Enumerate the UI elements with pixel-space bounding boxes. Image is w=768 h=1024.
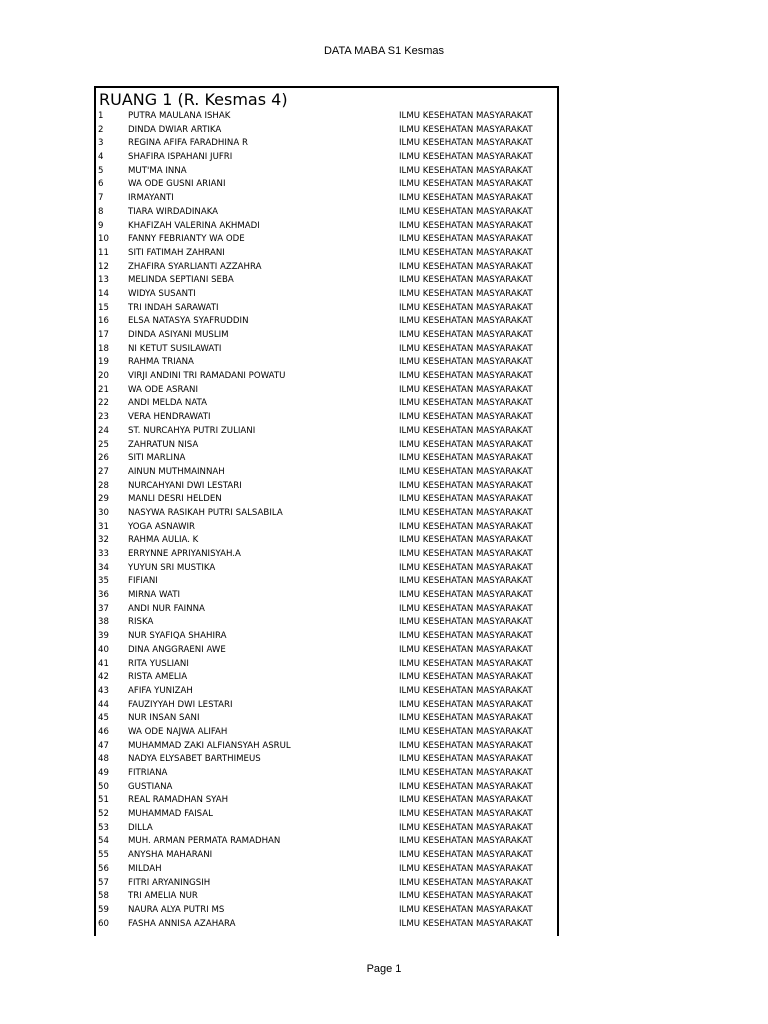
row-number: 27 [98,466,109,477]
row-number: 45 [98,713,109,724]
row-number: 51 [98,795,109,806]
student-name: VERA HENDRAWATI [128,412,211,423]
study-program: ILMU KESEHATAN MASYARAKAT [399,685,533,696]
row-number: 48 [98,754,109,765]
student-name: MANLI DESRI HELDEN [128,494,222,505]
study-program: ILMU KESEHATAN MASYARAKAT [399,658,533,669]
table-row [96,863,557,877]
study-program: ILMU KESEHATAN MASYARAKAT [399,521,533,532]
row-number: 7 [98,193,104,204]
table-row [96,616,557,630]
row-number: 13 [98,275,109,286]
row-number: 30 [98,507,109,518]
study-program: ILMU KESEHATAN MASYARAKAT [399,836,533,847]
study-program: ILMU KESEHATAN MASYARAKAT [399,275,533,286]
row-number: 33 [98,549,109,559]
study-program: ILMU KESEHATAN MASYARAKAT [399,904,533,915]
study-program: ILMU KESEHATAN MASYARAKAT [399,672,533,683]
student-name: RAHMA AULIA. K [128,535,199,546]
row-number: 24 [98,425,109,436]
student-name: DINDA ASIYANI MUSLIM [128,330,229,340]
row-number: 57 [98,877,109,888]
table-row [96,370,557,384]
table-row [96,274,557,288]
study-program: ILMU KESEHATAN MASYARAKAT [399,453,533,464]
student-name: FITRI ARYANINGSIH [128,877,211,888]
student-name: MUT'MA INNA [128,165,187,176]
student-name: ZAHRATUN NISA [128,439,199,450]
row-number: 42 [98,672,109,683]
study-program: ILMU KESEHATAN MASYARAKAT [399,740,533,751]
student-name: AINUN MUTHMAINNAH [128,466,225,477]
row-number: 12 [98,261,109,272]
row-number: 60 [98,918,109,929]
row-number: 36 [98,590,109,601]
student-name: FAUZIYYAH DWI LESTARI [128,699,233,710]
student-name: TRI AMELIA NUR [128,891,198,902]
student-name: FIFIANI [128,576,158,587]
study-program: ILMU KESEHATAN MASYARAKAT [399,535,533,546]
study-program: ILMU KESEHATAN MASYARAKAT [399,261,533,272]
table-row [96,439,557,453]
study-program: ILMU KESEHATAN MASYARAKAT [399,549,533,559]
student-name: FASHA ANNISA AZAHARA [128,918,236,929]
student-name: SITI FATIMAH ZAHRANI [128,247,225,258]
study-program: ILMU KESEHATAN MASYARAKAT [399,795,533,806]
table-row [96,315,557,329]
student-list [96,110,557,931]
study-program: ILMU KESEHATAN MASYARAKAT [399,138,533,149]
row-number: 32 [98,535,109,546]
row-number: 54 [98,836,109,847]
table-row [96,384,557,398]
table-row [96,534,557,548]
study-program: ILMU KESEHATAN MASYARAKAT [399,371,533,382]
table-row [96,548,557,562]
student-name: ERRYNNE APRIYANISYAH.A [128,549,241,559]
table-row [96,658,557,672]
study-program: ILMU KESEHATAN MASYARAKAT [399,288,533,299]
student-name: WA ODE NAJWA ALIFAH [128,726,228,737]
row-number: 11 [98,247,109,258]
table-row [96,493,557,507]
table-row [96,794,557,808]
student-name: NUR INSAN SANI [128,713,200,724]
room-title: RUANG 1 (R. Kesmas 4) [99,90,288,109]
student-name: RAHMA TRIANA [128,357,194,368]
study-program: ILMU KESEHATAN MASYARAKAT [399,754,533,765]
study-program: ILMU KESEHATAN MASYARAKAT [399,302,533,313]
row-number: 15 [98,302,109,313]
study-program: ILMU KESEHATAN MASYARAKAT [399,343,533,354]
table-row [96,822,557,836]
study-program: ILMU KESEHATAN MASYARAKAT [399,631,533,642]
student-name: KHAFIZAH VALERINA AKHMADI [128,220,260,231]
row-number: 49 [98,768,109,778]
student-name: DILLA [128,822,153,833]
student-name: NADYA ELYSABET BARTHIMEUS [128,754,261,765]
table-row [96,233,557,247]
study-program: ILMU KESEHATAN MASYARAKAT [399,206,533,217]
study-program: ILMU KESEHATAN MASYARAKAT [399,179,533,190]
student-name: ELSA NATASYA SYAFRUDDIN [128,316,249,327]
table-row [96,178,557,192]
table-row [96,521,557,535]
row-number: 28 [98,480,109,491]
table-row [96,466,557,480]
student-name: MUHAMMAD ZAKI ALFIANSYAH ASRUL [128,740,291,751]
student-name: RITA YUSLIANI [128,658,189,669]
row-number: 6 [98,179,104,190]
study-program: ILMU KESEHATAN MASYARAKAT [399,193,533,204]
table-row [96,220,557,234]
table-row [96,699,557,713]
table-row [96,890,557,904]
study-program: ILMU KESEHATAN MASYARAKAT [399,576,533,587]
student-name: NAURA ALYA PUTRI MS [128,904,225,915]
study-program: ILMU KESEHATAN MASYARAKAT [399,699,533,710]
study-program: ILMU KESEHATAN MASYARAKAT [399,507,533,518]
row-number: 19 [98,357,109,368]
student-name: DINDA DWIAR ARTIKA [128,124,222,135]
table-row [96,452,557,466]
student-name: RISTA AMELIA [128,672,188,683]
study-program: ILMU KESEHATAN MASYARAKAT [399,644,533,655]
study-program: ILMU KESEHATAN MASYARAKAT [399,425,533,436]
table-row [96,562,557,576]
row-number: 39 [98,631,109,642]
table-row [96,261,557,275]
row-number: 3 [98,138,104,149]
row-number: 34 [98,562,109,573]
student-name: ANDI NUR FAINNA [128,603,205,614]
table-row [96,343,557,357]
study-program: ILMU KESEHATAN MASYARAKAT [399,781,533,792]
table-row [96,767,557,781]
table-row [96,835,557,849]
table-row [96,356,557,370]
document-header-title: DATA MABA S1 Kesmas [323,45,445,57]
table-row [96,329,557,343]
study-program: ILMU KESEHATAN MASYARAKAT [399,877,533,888]
table-row [96,904,557,918]
table-row [96,740,557,754]
row-number: 55 [98,850,109,861]
row-number: 31 [98,521,109,532]
student-name: MUH. ARMAN PERMATA RAMADHAN [128,836,281,847]
row-number: 20 [98,371,109,382]
table-row [96,247,557,261]
study-program: ILMU KESEHATAN MASYARAKAT [399,617,533,628]
study-program: ILMU KESEHATAN MASYARAKAT [399,713,533,724]
student-name: NUR SYAFIQA SHAHIRA [128,631,227,642]
student-name: ST. NURCAHYA PUTRI ZULIANI [128,425,256,436]
study-program: ILMU KESEHATAN MASYARAKAT [399,316,533,327]
student-name: GUSTIANA [128,781,173,792]
row-number: 47 [98,740,109,751]
student-name: DINA ANGGRAENI AWE [128,644,226,655]
row-number: 16 [98,316,109,327]
student-name: AFIFA YUNIZAH [128,685,193,696]
table-row [96,918,557,932]
table-row [96,507,557,521]
row-number: 18 [98,343,109,354]
student-name: REAL RAMADHAN SYAH [128,795,229,806]
row-number: 41 [98,658,109,669]
study-program: ILMU KESEHATAN MASYARAKAT [399,111,533,121]
table-row [96,206,557,220]
student-name: MELINDA SEPTIANI SEBA [128,275,234,286]
study-program: ILMU KESEHATAN MASYARAKAT [399,234,533,245]
table-row [96,288,557,302]
row-number: 35 [98,576,109,587]
row-number: 14 [98,288,109,299]
table-row [96,589,557,603]
row-number: 9 [98,220,104,231]
row-number: 58 [98,891,109,902]
table-row [96,425,557,439]
student-name: ANDI MELDA NATA [128,398,208,409]
study-program: ILMU KESEHATAN MASYARAKAT [399,891,533,902]
row-number: 2 [98,124,104,135]
student-name: MUHAMMAD FAISAL [128,809,213,820]
student-name: YOGA ASNAWIR [128,521,195,532]
study-program: ILMU KESEHATAN MASYARAKAT [399,562,533,573]
study-program: ILMU KESEHATAN MASYARAKAT [399,398,533,409]
row-number: 22 [98,398,109,409]
table-row [96,685,557,699]
student-name: NASYWA RASIKAH PUTRI SALSABILA [128,507,283,518]
table-row [96,165,557,179]
study-program: ILMU KESEHATAN MASYARAKAT [399,603,533,614]
table-row [96,877,557,891]
study-program: ILMU KESEHATAN MASYARAKAT [399,330,533,340]
table-row [96,671,557,685]
table-row [96,397,557,411]
study-program: ILMU KESEHATAN MASYARAKAT [399,480,533,491]
row-number: 37 [98,603,109,614]
row-number: 10 [98,234,109,245]
table-row [96,151,557,165]
row-number: 52 [98,809,109,820]
row-number: 17 [98,330,109,340]
row-number: 21 [98,384,109,395]
student-name: ZHAFIRA SYARLIANTI AZZAHRA [128,261,262,272]
student-name: SITI MARLINA [128,453,186,464]
student-name: VIRJI ANDINI TRI RAMADANI POWATU [128,371,286,382]
table-row [96,603,557,617]
row-number: 23 [98,412,109,423]
student-name: IRMAYANTI [128,193,174,204]
study-program: ILMU KESEHATAN MASYARAKAT [399,124,533,135]
study-program: ILMU KESEHATAN MASYARAKAT [399,165,533,176]
row-number: 8 [98,206,104,217]
row-number: 4 [98,152,104,163]
study-program: ILMU KESEHATAN MASYARAKAT [399,768,533,778]
row-number: 26 [98,453,109,464]
study-program: ILMU KESEHATAN MASYARAKAT [399,822,533,833]
study-program: ILMU KESEHATAN MASYARAKAT [399,850,533,861]
row-number: 25 [98,439,109,450]
study-program: ILMU KESEHATAN MASYARAKAT [399,918,533,929]
student-name: WA ODE GUSNI ARIANI [128,179,226,190]
student-name: ANYSHA MAHARANI [128,850,213,861]
row-number: 5 [98,165,104,176]
row-number: 46 [98,726,109,737]
table-row [96,712,557,726]
row-number: 53 [98,822,109,833]
study-program: ILMU KESEHATAN MASYARAKAT [399,357,533,368]
study-program: ILMU KESEHATAN MASYARAKAT [399,439,533,450]
row-number: 43 [98,685,109,696]
table-row [96,302,557,316]
table-row [96,192,557,206]
table-row [96,137,557,151]
row-number: 38 [98,617,109,628]
row-number: 56 [98,863,109,874]
study-program: ILMU KESEHATAN MASYARAKAT [399,247,533,258]
student-name: FITRIANA [128,768,168,778]
table-row [96,630,557,644]
row-number: 29 [98,494,109,505]
table-row [96,124,557,138]
table-row [96,726,557,740]
student-name: TIARA WIRDADINAKA [128,206,219,217]
student-name: NI KETUT SUSILAWATI [128,343,222,354]
row-number: 40 [98,644,109,655]
table-row [96,753,557,767]
student-name: TRI INDAH SARAWATI [128,302,219,313]
row-number: 50 [98,781,109,792]
study-program: ILMU KESEHATAN MASYARAKAT [399,863,533,874]
study-program: ILMU KESEHATAN MASYARAKAT [399,726,533,737]
study-program: ILMU KESEHATAN MASYARAKAT [399,809,533,820]
student-name: YUYUN SRI MUSTIKA [128,562,216,573]
table-row [96,110,557,124]
study-program: ILMU KESEHATAN MASYARAKAT [399,590,533,601]
row-number: 44 [98,699,109,710]
page-number: Page 1 [366,963,402,975]
table-row [96,411,557,425]
study-program: ILMU KESEHATAN MASYARAKAT [399,152,533,163]
study-program: ILMU KESEHATAN MASYARAKAT [399,494,533,505]
row-number: 59 [98,904,109,915]
row-number: 1 [98,111,104,121]
student-name: NURCAHYANI DWI LESTARI [128,480,242,491]
student-name: SHAFIRA ISPAHANI JUFRI [128,152,233,163]
table-row [96,644,557,658]
student-name: MILDAH [128,863,162,874]
student-name: FANNY FEBRIANTY WA ODE [128,234,245,245]
study-program: ILMU KESEHATAN MASYARAKAT [399,412,533,423]
table-row [96,849,557,863]
student-name: PUTRA MAULANA ISHAK [128,111,231,121]
table-row [96,781,557,795]
student-name: MIRNA WATI [128,590,180,601]
table-row [96,575,557,589]
room-table [94,86,559,936]
table-row [96,480,557,494]
student-name: WIDYA SUSANTI [128,288,196,299]
study-program: ILMU KESEHATAN MASYARAKAT [399,220,533,231]
table-row [96,808,557,822]
study-program: ILMU KESEHATAN MASYARAKAT [399,466,533,477]
study-program: ILMU KESEHATAN MASYARAKAT [399,384,533,395]
student-name: WA ODE ASRANI [128,384,198,395]
student-name: REGINA AFIFA FARADHINA R [128,138,248,149]
student-name: RISKA [128,617,154,628]
